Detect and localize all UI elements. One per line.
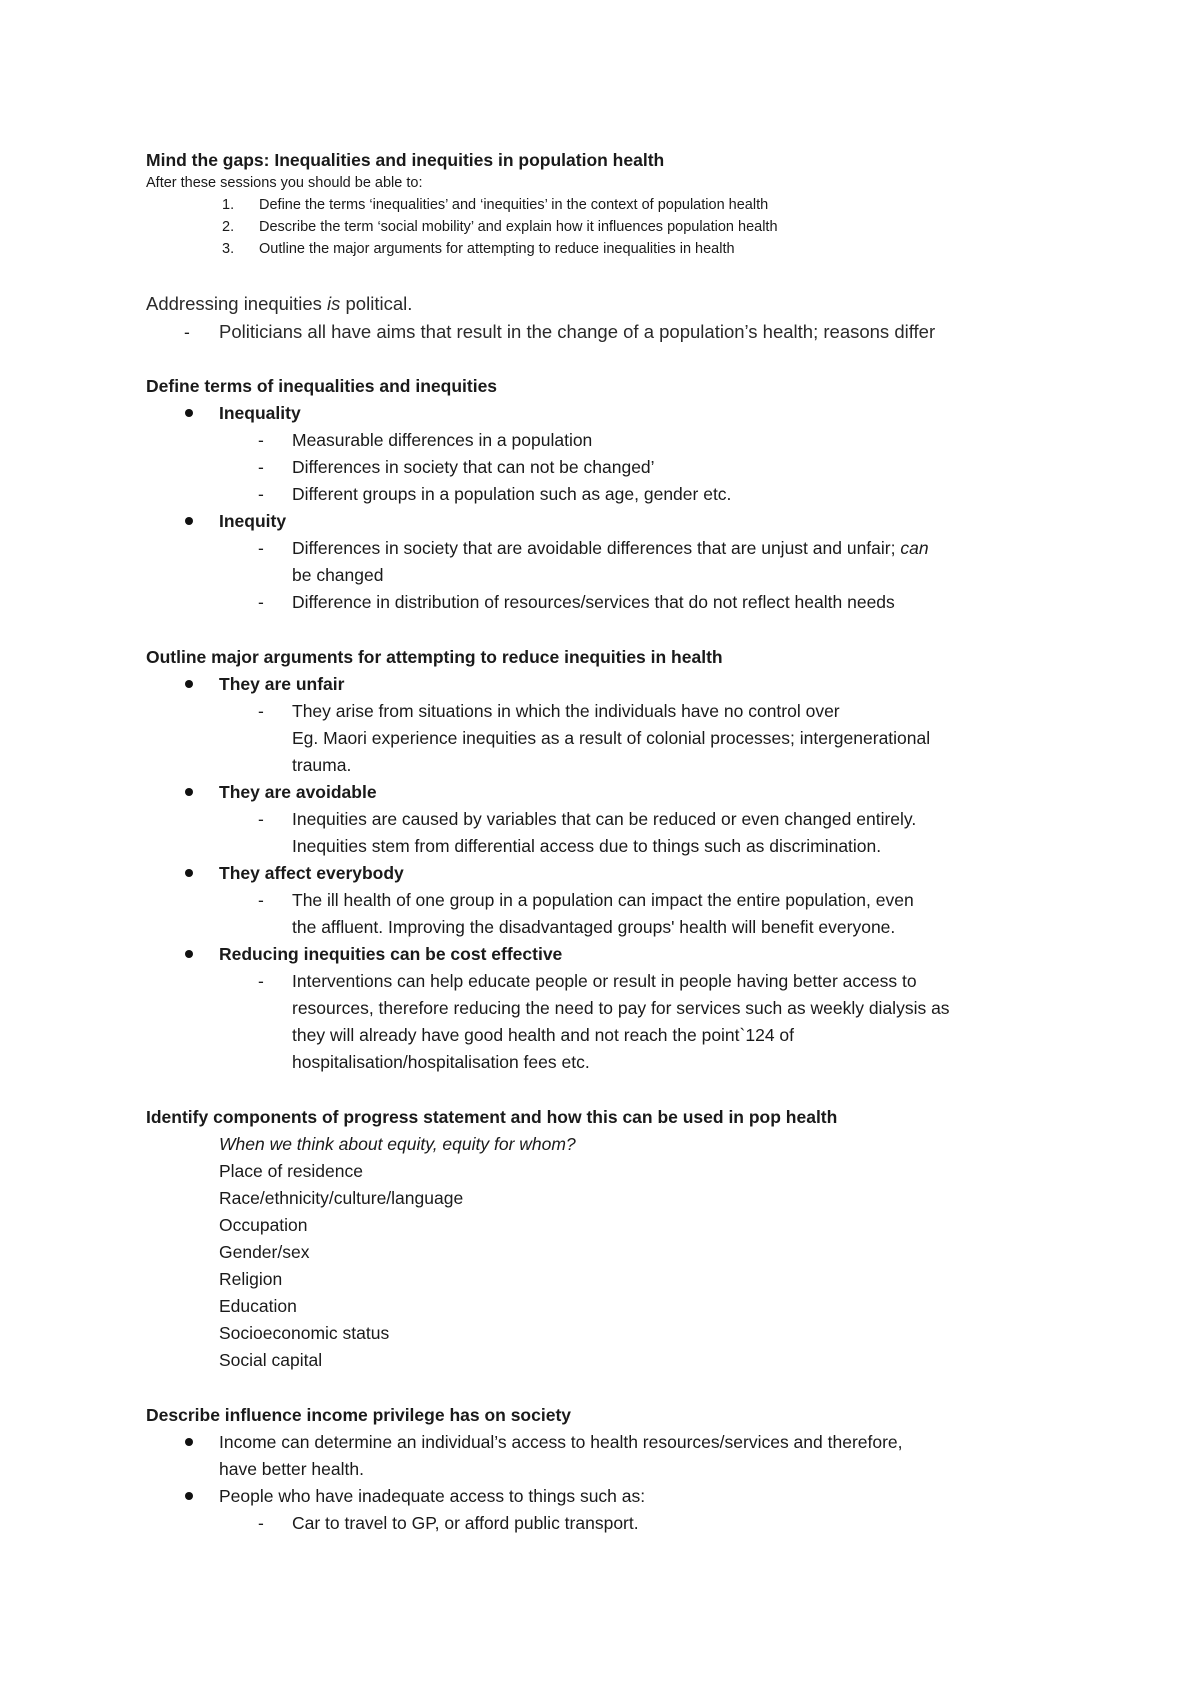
- dash-marker: -: [258, 890, 264, 910]
- argument-line: Interventions can help educate people or result in people having better access to: [292, 971, 917, 991]
- progress-item: Place of residence: [219, 1161, 363, 1181]
- section-heading-define: Define terms of inequalities and inequities: [146, 376, 498, 396]
- political-pre: Addressing inequities: [146, 293, 327, 314]
- income-point: People who have inadequate access to things such as:: [219, 1486, 646, 1506]
- income-subpoint: Car to travel to GP, or afford public transport.: [292, 1513, 639, 1533]
- objective-text: Outline the major arguments for attempting to reduce inequalities in health: [259, 241, 735, 257]
- intro-text: After these sessions you should be able to:: [146, 175, 423, 191]
- inequity-point-emphasis: can: [900, 538, 929, 558]
- inequity-point-text: Differences in society that are avoidable differences that are unjust and unfair;: [292, 538, 901, 558]
- progress-item: Religion: [219, 1269, 283, 1289]
- section-heading-income: Describe influence income privilege has on society: [146, 1405, 572, 1425]
- argument-line: trauma.: [292, 755, 352, 775]
- progress-item: Race/ethnicity/culture/language: [219, 1188, 464, 1208]
- objective-number: 3.: [222, 241, 235, 257]
- objective-number: 1.: [222, 197, 235, 213]
- progress-item: Social capital: [219, 1350, 323, 1370]
- dash-marker: -: [258, 1513, 264, 1533]
- inequality-point: Measurable differences in a population: [292, 430, 593, 450]
- bullet-label-unfair: They are unfair: [219, 674, 345, 694]
- objective-text: Describe the term ‘social mobility’ and explain how it influences population health: [259, 219, 778, 235]
- bullet-label-avoidable: They are avoidable: [219, 782, 377, 802]
- argument-line: they will already have good health and not reach the point`124 of: [292, 1025, 795, 1045]
- progress-item: Education: [219, 1296, 297, 1316]
- dash-marker: -: [258, 592, 264, 612]
- political-emphasis: is: [327, 293, 341, 314]
- inequity-point: Difference in distribution of resources/services that do not reflect health needs: [292, 592, 895, 612]
- political-statement: [146, 293, 412, 315]
- bullet-icon: [185, 1492, 193, 1500]
- progress-item: Socioeconomic status: [219, 1323, 390, 1343]
- bullet-icon: [185, 1438, 193, 1446]
- bullet-label-inequity: Inequity: [219, 511, 287, 531]
- dash-marker: -: [258, 701, 264, 721]
- argument-line: hospitalisation/hospitalisation fees etc.: [292, 1052, 590, 1072]
- progress-item: Occupation: [219, 1215, 308, 1235]
- bullet-label-everybody: They affect everybody: [219, 863, 404, 883]
- bullet-icon: [185, 869, 193, 877]
- bullet-icon: [185, 517, 193, 525]
- dash-marker: -: [258, 484, 264, 504]
- dash-marker: -: [258, 809, 264, 829]
- dash-marker: -: [184, 322, 190, 342]
- argument-line: Inequities stem from differential access due to things such as discrimination.: [292, 836, 882, 856]
- argument-line: The ill health of one group in a population can impact the entire population, even: [292, 890, 914, 910]
- argument-line: They arise from situations in which the individuals have no control over: [292, 701, 840, 721]
- document-title: Mind the gaps: Inequalities and inequities in population health: [146, 150, 665, 170]
- objective-number: 2.: [222, 219, 235, 235]
- bullet-icon: [185, 950, 193, 958]
- bullet-icon: [185, 680, 193, 688]
- argument-line: Inequities are caused by variables that can be reduced or even changed entirely.: [292, 809, 917, 829]
- inequality-point: Different groups in a population such as age, gender etc.: [292, 484, 732, 504]
- section-heading-arguments: Outline major arguments for attempting to reduce inequities in health: [146, 647, 723, 667]
- income-point: Income can determine an individual’s access to health resources/services and therefore,: [219, 1432, 903, 1452]
- inequity-point: [292, 538, 929, 559]
- argument-line: Eg. Maori experience inequities as a result of colonial processes; intergenerational: [292, 728, 931, 748]
- dash-marker: -: [258, 538, 264, 558]
- argument-line: the affluent. Improving the disadvantaged groups' health will benefit everyone.: [292, 917, 896, 937]
- bullet-label-cost: Reducing inequities can be cost effective: [219, 944, 563, 964]
- income-point-continuation: have better health.: [219, 1459, 364, 1479]
- progress-item: Gender/sex: [219, 1242, 310, 1262]
- section-heading-progress: Identify components of progress statement and how this can be used in pop health: [146, 1107, 838, 1127]
- argument-line: resources, therefore reducing the need to pay for services such as weekly dialysis as: [292, 998, 950, 1018]
- inequity-point-continuation: be changed: [292, 565, 384, 585]
- bullet-label-inequality: Inequality: [219, 403, 301, 423]
- political-point: Politicians all have aims that result in the change of a population’s health; reasons differ: [219, 321, 936, 342]
- progress-question: When we think about equity, equity for whom?: [219, 1134, 576, 1154]
- dash-marker: -: [258, 971, 264, 991]
- dash-marker: -: [258, 457, 264, 477]
- bullet-icon: [185, 788, 193, 796]
- objective-text: Define the terms ‘inequalities’ and ‘inequities’ in the context of population health: [259, 197, 769, 213]
- inequality-point: Differences in society that can not be changed’: [292, 457, 655, 477]
- bullet-icon: [185, 409, 193, 417]
- dash-marker: -: [258, 430, 264, 450]
- political-post: political.: [340, 293, 413, 314]
